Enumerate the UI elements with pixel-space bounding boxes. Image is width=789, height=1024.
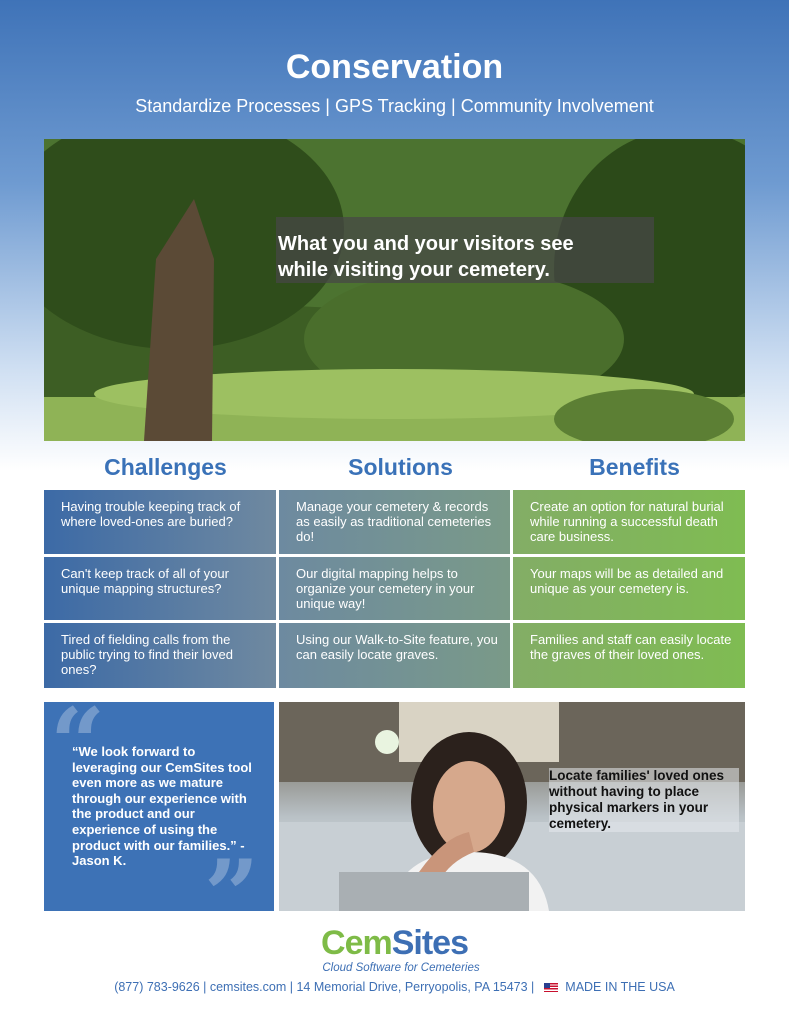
benefit-cell: Your maps will be as detailed and unique as your cemetery is. — [513, 557, 745, 620]
solution-cell: Using our Walk-to-Site feature, you can easily locate graves. — [279, 623, 510, 688]
challenge-cell: Having trouble keeping track of where loved-ones are buried? — [44, 490, 276, 554]
us-flag-icon — [544, 983, 558, 992]
testimonial-quote: “We look forward to leveraging our CemSites tool even more as we mature through our experience with the product and our experience of using the product with our families.” - Jason K. — [72, 744, 252, 869]
cemsites-logo — [0, 924, 789, 974]
footer-contact: (877) 783-9626 | cemsites.com | 14 Memorial Drive, Perryopolis, PA 15473 | — [114, 980, 535, 994]
open-quote-icon: “ — [50, 702, 106, 800]
challenges-heading: Challenges — [104, 454, 227, 480]
benefit-cell: Create an option for natural burial while running a successful death care business. — [513, 490, 745, 554]
comparison-grid — [44, 490, 745, 688]
hero-image — [44, 139, 745, 441]
solution-cell: Manage your cemetery & records as easily as traditional cemeteries do! — [279, 490, 510, 554]
challenge-cell: Tired of fielding calls from the public trying to find their loved ones? — [44, 623, 276, 688]
solution-cell: Our digital mapping helps to organize your cemetery in your unique way! — [279, 557, 510, 620]
page-subtitle: Standardize Processes | GPS Tracking | Community Involvement — [135, 96, 654, 116]
hero-caption-line: while visiting your cemetery. — [278, 259, 550, 281]
hero-caption — [276, 217, 654, 283]
footer-made-in: MADE IN THE USA — [565, 980, 675, 994]
challenge-cell: Can't keep track of all of your unique mapping structures? — [44, 557, 276, 620]
benefits-heading: Benefits — [589, 454, 680, 480]
hero-caption-line: What you and your visitors see — [278, 233, 574, 255]
footer — [0, 980, 789, 994]
office-photo — [279, 702, 745, 911]
solutions-heading: Solutions — [348, 454, 453, 480]
testimonial-box — [44, 702, 274, 911]
logo-sites: Sites — [391, 924, 468, 962]
close-quote-icon: ” — [204, 839, 260, 911]
park-scene-illustration — [44, 139, 745, 441]
benefit-cell: Families and staff can easily locate the graves of their loved ones. — [513, 623, 745, 688]
photo-caption: Locate families' loved ones without having to place physical markers in your cemetery. — [549, 768, 739, 832]
logo-tagline: Cloud Software for Cemeteries — [322, 962, 480, 974]
logo-cem: Cem — [321, 924, 392, 962]
page-title: Conservation — [285, 48, 504, 86]
